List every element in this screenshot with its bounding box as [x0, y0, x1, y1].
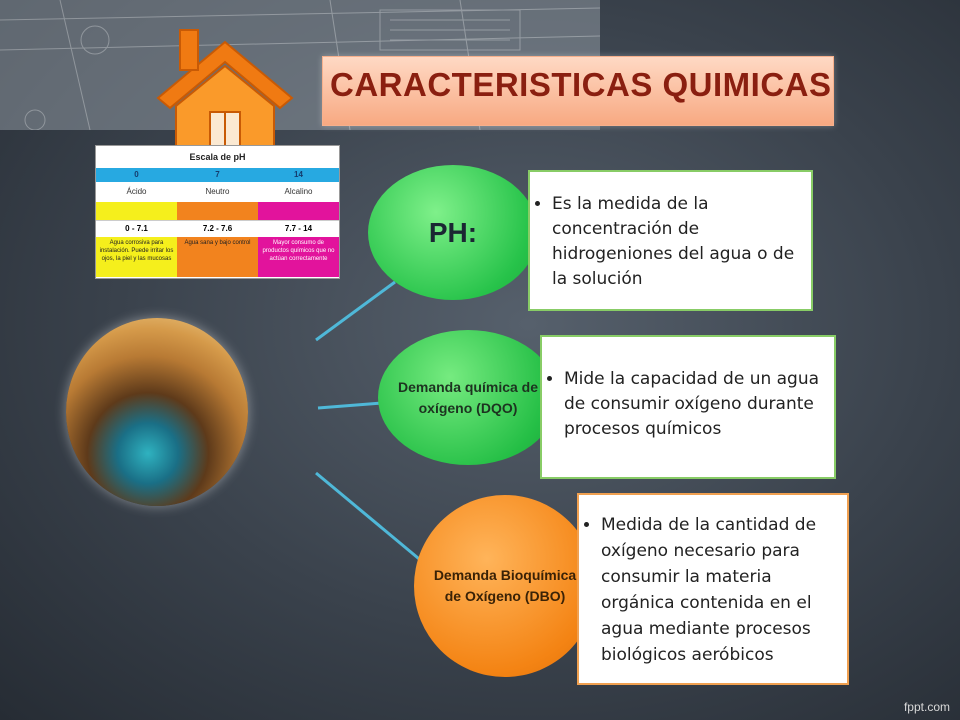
ph-description: Agua sana y bajo control [177, 237, 258, 277]
ph-scale-table [95, 145, 340, 279]
ph-range: 7.2 - 7.6 [177, 220, 258, 237]
ph-color-neutral [177, 202, 258, 220]
ph-description-text: • Es la medida de la concentración de hidrogeniones del agua o de la solución [552, 192, 811, 292]
dqo-circle [378, 330, 558, 465]
dbo-circle-label: Demanda Bioquímica de Oxígeno (DBO) [433, 567, 577, 604]
ph-label: Neutro [205, 187, 230, 196]
footer-credit: fppt.com [903, 700, 950, 714]
ph-table-header: Escala de pH [189, 152, 246, 162]
ph-number: 7 [177, 168, 258, 182]
dqo-circle-label: Demanda química de oxígeno (DQO) [397, 378, 539, 416]
ph-circle-label: PH: [428, 216, 478, 248]
ph-color-acid [96, 202, 177, 220]
ph-label: Ácido [126, 187, 147, 196]
ph-circle [368, 165, 538, 300]
ph-description: Mayor consumo de productos químicos que no actúan correctamente [258, 237, 339, 277]
cave-image [66, 318, 248, 506]
ph-range: 7.7 - 14 [258, 220, 339, 237]
page-title: CARACTERISTICAS QUIMICAS [330, 66, 832, 103]
dqo-description-text: • Mide la capacidad de un agua de consumir oxígeno durante procesos químicos [564, 367, 834, 442]
ph-label: Alcalino [284, 187, 313, 196]
ph-number: 14 [258, 168, 339, 182]
dbo-description-box [577, 493, 849, 685]
ph-description: Agua corrosiva para instalación. Puede irritar los ojos, la piel y las mucosas [96, 237, 177, 277]
ph-description-box [528, 170, 813, 311]
ph-color-alkaline [258, 202, 339, 220]
dbo-circle [414, 495, 596, 677]
dbo-description-text: • Medida de la cantidad de oxígeno necesario para consumir la materia orgánica contenida en el agua mediante procesos biológicos aeróbicos [601, 512, 847, 668]
dqo-description-box [540, 335, 836, 479]
ph-number: 0 [96, 168, 177, 182]
ph-range: 0 - 7.1 [96, 220, 177, 237]
